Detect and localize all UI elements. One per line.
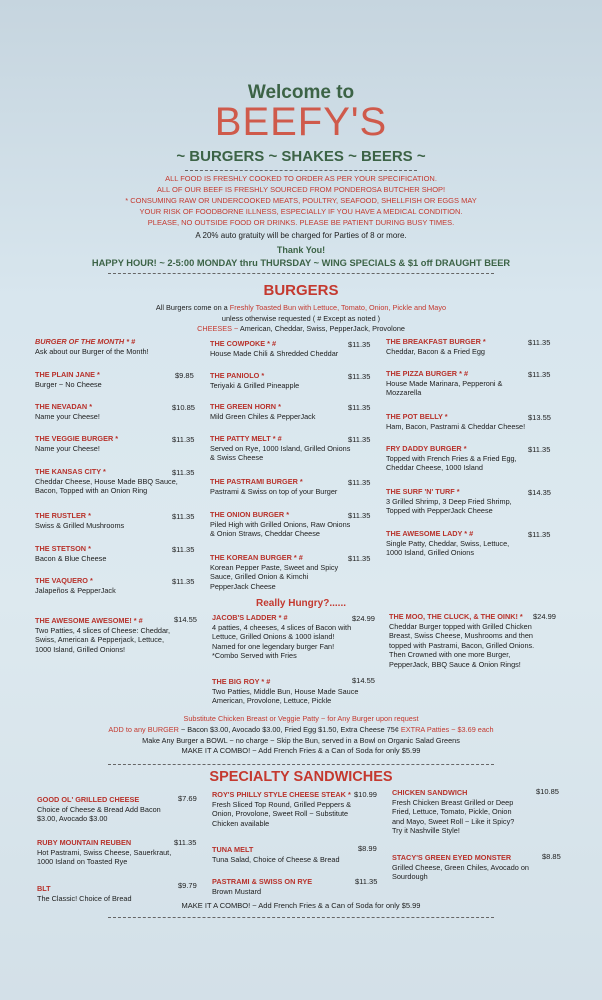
- menu-item: [210, 510, 352, 539]
- menu-item: [37, 838, 187, 867]
- add-to-burger: [0, 725, 602, 734]
- item-desc: Brown Mustard: [212, 886, 262, 896]
- substitute-note: Substitute Chicken Breast or Veggie Patty ~ for Any Burger upon request: [183, 714, 419, 723]
- notice-line: * CONSUMING RAW OR UNDERCOOKED MEATS, POULTRY, SEAFOOD, SHELLFISH OR EGGS MAY: [125, 196, 477, 205]
- menu-item: [389, 612, 539, 670]
- item-name: THE NEVADAN *: [35, 402, 93, 411]
- item-name: THE VAQUERO *: [35, 576, 93, 585]
- item-desc: House Made Chili & Shredded Cheddar: [210, 348, 339, 358]
- item-name: THE COWPOKE * #: [210, 339, 277, 348]
- divider: [185, 170, 417, 171]
- item-name: THE STETSON *: [35, 544, 91, 553]
- item-name: THE KANSAS CITY *: [35, 467, 106, 476]
- divider: [108, 764, 494, 765]
- item-name: THE POT BELLY *: [386, 412, 448, 421]
- item-price: $11.35: [348, 478, 371, 487]
- item-desc: Grilled Cheese, Green Chiles, Avocado on Sourdough: [392, 862, 529, 882]
- item-desc: Cheddar Burger topped with Grilled Chicken Breast, Swiss Cheese, Mushrooms and then topped with Pastrami, Bacon, Grilled Onions. Then Crowned with one more Burger, PepperJack, BBQ Sauce & Onion Rings!: [389, 621, 535, 669]
- menu-item: [386, 369, 526, 398]
- item-desc: Cheddar Cheese, House Made BBQ Sauce, Bacon, Topped with an Onion Ring: [35, 476, 178, 496]
- burgers-intro-note: unless otherwise requested ( # Except as noted ): [221, 314, 381, 323]
- item-name: FRY DADDY BURGER *: [386, 444, 467, 453]
- item-name: RUBY MOUNTAIN REUBEN: [37, 838, 132, 847]
- item-desc: Topped with French Fries & a Fried Egg, Cheddar Cheese, 1000 Island: [386, 453, 517, 473]
- menu-item: [386, 487, 528, 516]
- item-price: $14.55: [174, 615, 197, 624]
- item-desc: Burger ~ No Cheese: [35, 379, 102, 389]
- cheeses-line: [0, 324, 602, 333]
- item-name: THE SURF 'N' TURF *: [386, 487, 460, 496]
- item-price: $11.35: [348, 372, 371, 381]
- menu-item: [212, 877, 357, 896]
- item-name: THE KOREAN BURGER * #: [210, 553, 303, 562]
- item-price: $11.35: [172, 512, 195, 521]
- item-price: $8.85: [542, 852, 561, 861]
- notice-line: YOUR RISK OF FOODBORNE ILLNESS, ESPECIALLY IF YOU HAVE A MEDICAL CONDITION.: [139, 207, 463, 216]
- menu-item: [386, 444, 528, 473]
- tagline: ~ BURGERS ~ SHAKES ~ BEERS ~: [176, 148, 426, 165]
- menu-item: [210, 371, 350, 390]
- item-price: $14.35: [528, 488, 551, 497]
- item-name: THE AWESOME AWESOME! * #: [35, 616, 143, 625]
- item-name: THE GREEN HORN *: [210, 402, 281, 411]
- item-price: $24.99: [533, 612, 556, 621]
- menu-item: [210, 477, 350, 496]
- burgers-intro-prefix: All Burgers come on a: [155, 303, 230, 312]
- item-desc: 4 patties, 4 cheeses, 4 slices of Bacon with Lettuce, Grilled Onions & 1000 island! Named for one legendary burger Fan! *Combo Served with Fries: [212, 622, 352, 661]
- item-desc: Tuna Salad, Choice of Cheese & Bread: [212, 854, 340, 864]
- item-desc: Pastrami & Swiss on top of your Burger: [210, 486, 338, 496]
- combo-note: MAKE IT A COMBO! ~ Add French Fries & a Can of Soda for only $5.99: [181, 746, 421, 755]
- item-price: $7.69: [178, 794, 197, 803]
- item-desc: Ham, Bacon, Pastrami & Cheddar Cheese!: [386, 421, 526, 431]
- menu-item: [35, 337, 195, 356]
- item-desc: Hot Pastrami, Swiss Cheese, Sauerkraut, 1000 Island on Toasted Rye: [37, 847, 172, 867]
- item-price: $11.35: [348, 340, 371, 349]
- item-desc: Two Patties, Middle Bun, House Made Sauce American, Provolone, Lettuce, Pickle: [212, 686, 359, 706]
- item-price: $9.79: [178, 881, 197, 890]
- item-price: $11.35: [528, 338, 551, 347]
- happy-hour: HAPPY HOUR! ~ 2-5:00 MONDAY thru THURSDAY ~ WING SPECIALS & $1 off DRAUGHT BEER: [91, 258, 511, 268]
- item-price: $11.35: [348, 435, 371, 444]
- menu-item: [37, 795, 177, 824]
- item-name: THE PASTRAMI BURGER *: [210, 477, 303, 486]
- menu-item: [392, 788, 522, 836]
- item-desc: Swiss & Grilled Mushrooms: [35, 520, 125, 530]
- item-price: $11.35: [528, 445, 551, 454]
- item-name: ROY'S PHILLY STYLE CHEESE STEAK *: [212, 790, 351, 799]
- item-desc: 3 Grilled Shrimp, 3 Deep Fried Shrimp, Topped with PepperJack Cheese: [386, 496, 512, 516]
- item-price: $11.35: [172, 545, 195, 554]
- item-price: $8.99: [358, 844, 377, 853]
- menu-item: [210, 402, 350, 421]
- item-price: $11.35: [172, 435, 195, 444]
- item-price: $11.35: [172, 577, 195, 586]
- item-price: $11.35: [528, 370, 551, 379]
- item-price: $13.55: [528, 413, 551, 422]
- item-name: THE PLAIN JANE *: [35, 370, 100, 379]
- restaurant-name: BEEFY'S: [214, 100, 388, 144]
- item-price: $24.99: [352, 614, 375, 623]
- item-desc: Name your Cheese!: [35, 443, 100, 453]
- menu-item: [35, 576, 175, 595]
- item-desc: Single Patty, Cheddar, Swiss, Lettuce, 1000 Island, Grilled Onions: [386, 538, 510, 558]
- item-name: THE VEGGIE BURGER *: [35, 434, 119, 443]
- thank-you: Thank You!: [276, 245, 326, 255]
- item-desc: Piled High with Grilled Onions, Raw Onions & Onion Straws, Cheddar Cheese: [210, 519, 351, 539]
- burgers-intro-highlight: Freshly Toasted Bun with Lettuce, Tomato, Onion, Pickle and Mayo: [229, 303, 447, 312]
- item-desc: Jalapeños & PepperJack: [35, 585, 116, 595]
- really-hungry-title: Really Hungry?......: [255, 598, 347, 609]
- section-title-burgers: BURGERS: [263, 282, 339, 299]
- cheeses-list: American, Cheddar, Swiss, PepperJack, Provolone: [239, 324, 405, 333]
- menu-item: [210, 434, 352, 463]
- item-price: $11.35: [528, 530, 551, 539]
- welcome-text: Welcome to: [247, 82, 355, 103]
- item-name: THE BREAKFAST BURGER *: [386, 337, 486, 346]
- burgers-intro: [0, 303, 602, 312]
- notice-line: ALL OF OUR BEEF IS FRESHLY SOURCED FROM PONDEROSA BUTCHER SHOP!: [156, 185, 446, 194]
- item-name: BLT: [37, 884, 51, 893]
- notice-line: PLEASE, NO OUTSIDE FOOD OR DRINKS. PLEASE BE PATIENT DURING BUSY TIMES.: [147, 218, 455, 227]
- menu-item: [35, 544, 175, 563]
- item-price: $10.99: [354, 790, 377, 799]
- divider: [108, 917, 494, 918]
- menu-item: [35, 511, 175, 530]
- menu-item: [35, 434, 175, 453]
- item-name: STACY'S GREEN EYED MONSTER: [392, 853, 512, 862]
- item-name: TUNA MELT: [212, 845, 254, 854]
- item-desc: Mild Green Chiles & PepperJack: [210, 411, 316, 421]
- sandwich-combo-note: MAKE IT A COMBO! ~ Add French Fries & a Can of Soda for only $5.99: [181, 901, 421, 910]
- notice-line: ALL FOOD IS FRESHLY COOKED TO ORDER AS PER YOUR SPECIFICATION.: [165, 174, 437, 183]
- item-desc: House Made Marinara, Pepperoni & Mozzarella: [386, 378, 503, 398]
- item-desc: Teriyaki & Grilled Pineapple: [210, 380, 300, 390]
- gratuity-notice: A 20% auto gratuity will be charged for Parties of 8 or more.: [195, 231, 407, 240]
- item-price: $10.85: [172, 403, 195, 412]
- extra-patties: EXTRA Patties ~ $3.69 each: [400, 725, 494, 734]
- item-desc: Ask about our Burger of the Month!: [35, 346, 149, 356]
- item-name: THE PATTY MELT * #: [210, 434, 282, 443]
- section-title-sandwiches: SPECIALTY SANDWICHES: [209, 769, 393, 785]
- item-name: GOOD OL' GRILLED CHEESE: [37, 795, 140, 804]
- item-name: CHICKEN SANDWICH: [392, 788, 468, 797]
- divider: [108, 273, 494, 274]
- item-price: $14.55: [352, 676, 375, 685]
- menu-item: [35, 616, 175, 654]
- item-price: $11.35: [172, 468, 195, 477]
- item-name: THE AWESOME LADY * #: [386, 529, 474, 538]
- menu-item: [212, 790, 362, 828]
- item-name: JACOB'S LADDER * #: [212, 613, 288, 622]
- item-desc: Fresh Sliced Top Round, Grilled Peppers & Onion, Provolone, Sweet Roll ~ Substitute Chicken available: [212, 799, 351, 828]
- item-price: $9.85: [175, 371, 194, 380]
- add-text: ~ Bacon $3.00, Avocado $3.00, Fried Egg $1.50, Extra Cheese 75¢: [178, 725, 401, 734]
- item-desc: Bacon & Blue Cheese: [35, 553, 107, 563]
- menu-item: [212, 677, 360, 706]
- menu-item: [392, 853, 537, 882]
- menu-item: [386, 529, 526, 558]
- item-name: BURGER OF THE MONTH * #: [35, 337, 136, 346]
- item-price: $11.35: [348, 403, 371, 412]
- item-name: THE MOO, THE CLUCK, & THE OINK! *: [389, 612, 523, 621]
- item-name: PASTRAMI & SWISS ON RYE: [212, 877, 313, 886]
- item-desc: Name your Cheese!: [35, 411, 100, 421]
- menu-item: [35, 370, 175, 389]
- item-name: THE PANIOLO *: [210, 371, 265, 380]
- item-desc: Served on Rye, 1000 Island, Grilled Onions & Swiss Cheese: [210, 443, 351, 463]
- item-desc: Choice of Cheese & Bread Add Bacon $3.00, Avocado $3.00: [37, 804, 161, 824]
- menu-item: [212, 845, 357, 864]
- item-desc: Cheddar, Bacon & a Fried Egg: [386, 346, 485, 356]
- bowl-note: Make Any Burger a BOWL ~ no charge ~ Skip the Bun, served in a Bowl on Organic Salad Greens: [142, 736, 460, 745]
- menu-item: [35, 402, 175, 421]
- item-name: THE RUSTLER *: [35, 511, 91, 520]
- menu-item: [210, 553, 348, 591]
- item-name: THE ONION BURGER *: [210, 510, 290, 519]
- menu-item: [212, 613, 354, 661]
- item-price: $11.35: [355, 877, 378, 886]
- cheeses-label: CHEESES ~: [197, 324, 240, 333]
- item-desc: Korean Pepper Paste, Sweet and Spicy Sauce, Grilled Onion & Kimchi PepperJack Cheese: [210, 562, 339, 591]
- menu-item: [210, 339, 350, 358]
- item-desc: Fresh Chicken Breast Grilled or Deep Fried, Lettuce, Tomato, Pickle, Onion and Mayo, Sweet Roll ~ Like it Spicy? Try it Nashville Style!: [392, 797, 515, 836]
- item-desc: The Classic! Choice of Bread: [37, 893, 132, 903]
- item-price: $10.85: [536, 787, 559, 796]
- menu-item: [35, 467, 185, 496]
- add-label: ADD to any BURGER: [108, 725, 179, 734]
- item-name: THE BIG ROY * #: [212, 677, 271, 686]
- item-name: THE PIZZA BURGER * #: [386, 369, 469, 378]
- menu-item: [386, 412, 531, 431]
- item-price: $11.35: [348, 511, 371, 520]
- item-desc: Two Patties, 4 slices of Cheese: Cheddar, Swiss, American & Pepperjack, Lettuce, 1000 Island, Grilled Onions!: [35, 625, 171, 654]
- item-price: $11.35: [174, 838, 197, 847]
- item-price: $11.35: [348, 554, 371, 563]
- menu-item: [386, 337, 526, 356]
